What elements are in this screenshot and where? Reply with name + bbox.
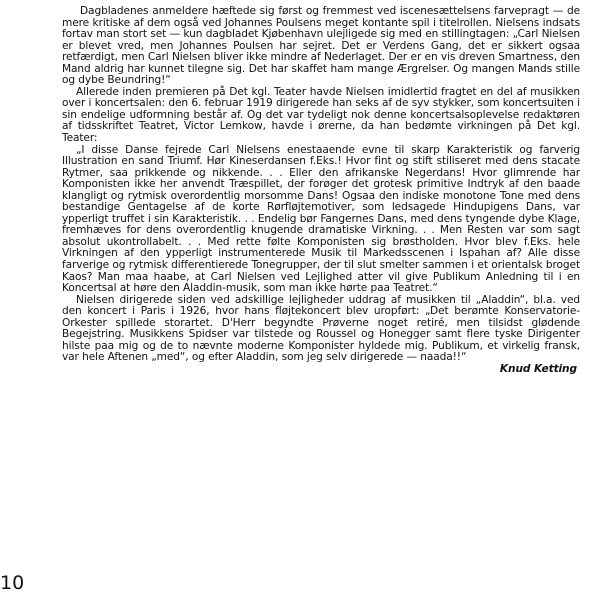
paragraph-paris-concert: Nielsen dirigerede siden ved adskillige lejligheder uddrag af musikken til „Aladdin“, bl.a. ved den koncert i Paris i 1926, hvor hans fløjtekoncert blev uropført: „Det berømte Konservatorie-Orkester spillede storartet. D'Herr begyndte Prøverne noget retiré, men tilsidst glødende Begejstring. Musikkens Spidser var tilstede og Roussel og Honegger samt flere tyske Dirigenter hilste paa mig og de to nævnte moderne Komponister hyldede mig. Publikum, et virkelig fransk, var hele Aftenen „med“, og efter Aladdin, som jeg selv dirigerede — naada!!“ — [62, 293, 580, 364]
paragraph-concert-premiere: Allerede inden premieren på Det kgl. Teater havde Nielsen imidlertid fragtet en del af musikken over i koncertsalen: den 6. februar 1919 dirigerede han seks af de syv stykker, som koncertsuiten i sin endelige udformning består af. Og det var tydeligt nok denne koncertsalsoplevelse redaktøren af tidsskriftet Teatret, Victor Lemkow, havde i ørerne, da han bedømte virkningen på Det kgl. Teater: — [62, 85, 580, 145]
paragraph-reviews: Dagbladenes anmeldere hæftede sig først og fremmest ved iscenesættelsens farvepragt — de mere kritiske af dem også ved Johannes Poulsens meget kontante spil i titelrollen. Nielsens indsats fortav man stort set — kun dagbladet Kjøbenhavn ulejligede sig med en stillingtagen: „Carl Nielsen er blevet vred, men Johannes Poulsen har sejret. Det er Verdens Gang, det er sikkert ogsaa retfærdigt, men Carl Nielsen bliver ikke mindre af Nederlaget. Der er en vis dreven Smartness, den Mand aldrig har kunnet tilegne sig. Det har skaffet ham mange Ærgrelser. Og mangen Mands stille og dybe Beundring!“ — [62, 5, 580, 87]
article-column — [62, 6, 580, 376]
page-number: 10 — [0, 572, 25, 594]
author-signature: Knud Ketting — [499, 362, 577, 375]
paragraph-lemkow-quote: „I disse Danse fejrede Carl Nielsens enestaaende evne til skarp Karakteristik og farverig Illustration en sand Triumf. Hør Kineserdansen f.Eks.! Hvor fint og stift stiliseret med dens stacate Rytmer, saa prikkende og nikkende. . . Eller den afrikanske Negerdans! Hvor glimrende har Komponisten ikke her anvendt Træspillet, der forøger det grotesk primitive Indtryk af den baade klangligt og rytmisk overordentlig morsomme Dans! Ogsaa den indiske monotone Tone med dens bestandige Gentagelse af de korte Rørfløjtemotiver, som ledsagede Hindupigens Dans, var ypperligt truffet i sin Karakteristik. . . Endelig bør Fangernes Dans, med dens tyngende dybe Klage, fremhæves for dens overordentlig knugende dramatiske Virkning. . . Men Resten var som sagt absolut ukontrollabelt. . . Med rette følte Komponisten sig brøstholden. Hvor blev f.Eks. hele Virkningen af den ypperligt instrumenterede Musik til Markedsscenen i Ispahan af? Alle disse farverige og rytmisk differentierede Tonegrupper, der til slut smelter sammen i et orientalsk broget Kaos? Man maa haabe, at Carl Nielsen ved Lejlighed atter vil give Publikum Anledning til i en Koncertsal at høre den Aladdin-musik, som man ikke hørte paa Teatret.“ — [62, 143, 580, 295]
